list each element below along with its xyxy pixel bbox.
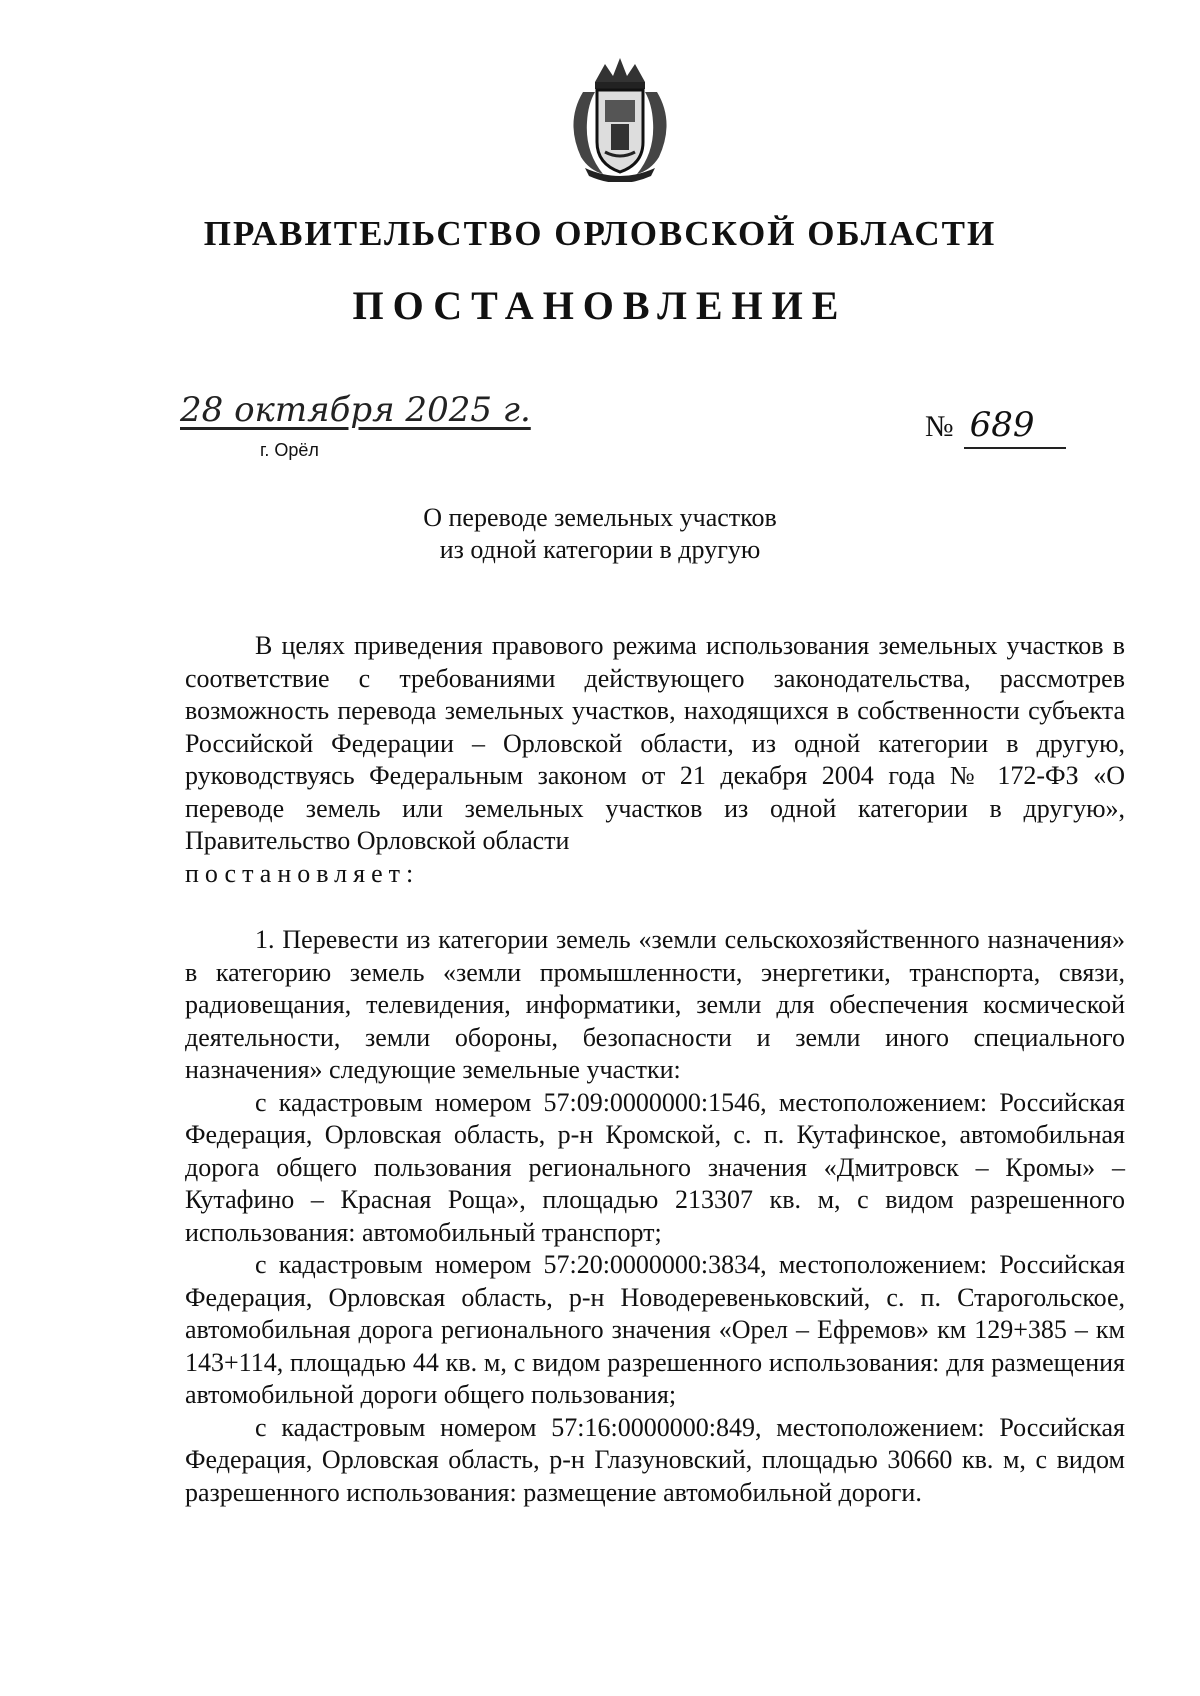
document-number (925, 405, 1066, 449)
subject-line-1: О переводе земельных участков (423, 503, 777, 532)
subject-line-2: из одной категории в другую (439, 535, 761, 564)
coat-of-arms-emblem (555, 52, 685, 182)
handwritten-date: 28 октября 2025 г. (180, 390, 531, 430)
document-type-title: ПОСТАНОВЛЕНИЕ (352, 283, 848, 328)
document-subject (0, 502, 1200, 566)
parcel-2-paragraph: с кадастровым номером 57:20:0000000:3834, местоположением: Российская Федерация, Орловская область, р-н Новодеревеньковский, с. п. Старогольское, автомобильная дорога регионального значения «Орел – Ефремов» км 129+385 – км 143+114, площадью 44 кв. м, с видом разрешенного использования: для размещения автомобильной дороги общего пользования; (185, 1250, 1125, 1409)
parcel-1-paragraph: с кадастровым номером 57:09:0000000:1546, местоположением: Российская Федерация, Орловская область, р-н Кромской, с. п. Кутафинское, автомобильная дорога общего пользования регионального значения «Дмитровск – Кромы» – Кутафино – Красная Роща», площадью 213307 кв. м, с видом разрешенного использования: автомобильный транспорт; (185, 1087, 1125, 1247)
resolves-word: постановляет: (185, 858, 420, 888)
number-sign: № (925, 410, 954, 443)
organization-title: ПРАВИТЕЛЬСТВО ОРЛОВСКОЙ ОБЛАСТИ (203, 214, 997, 253)
document-body (185, 630, 1125, 1509)
handwritten-number: 689 (964, 405, 1066, 449)
preamble-paragraph: В целях приведения правового режима использования земельных участков в соответствие с требованиями действующего законодательства, рассмотрев возможность перевода земельных участков, находящихся в собственности субъекта Российской Федерации – Орловской области, из одной категории в другую, руководствуясь Федеральным законом от 21 декабря 2004 года № 172-ФЗ «О переводе земель или земельных участков из одной категории в другую», Правительство Орловской области (185, 631, 1125, 855)
item-1-paragraph: 1. Перевести из категории земель «земли сельскохозяйственного назначения» в категорию земель «земли промышленности, энергетики, транспорта, связи, радиовещания, телевидения, информатики, земли для обеспечения космической деятельности, земли обороны, безопасности и земли иного специального назначения» следующие земельные участки: (185, 925, 1125, 1084)
parcel-3-paragraph: с кадастровым номером 57:16:0000000:849, местоположением: Российская Федерация, Орловская область, р-н Глазуновский, площадью 30660 кв. м, с видом разрешенного использования: размещение автомобильной дороги. (185, 1412, 1125, 1507)
city-label: г. Орёл (260, 440, 319, 460)
